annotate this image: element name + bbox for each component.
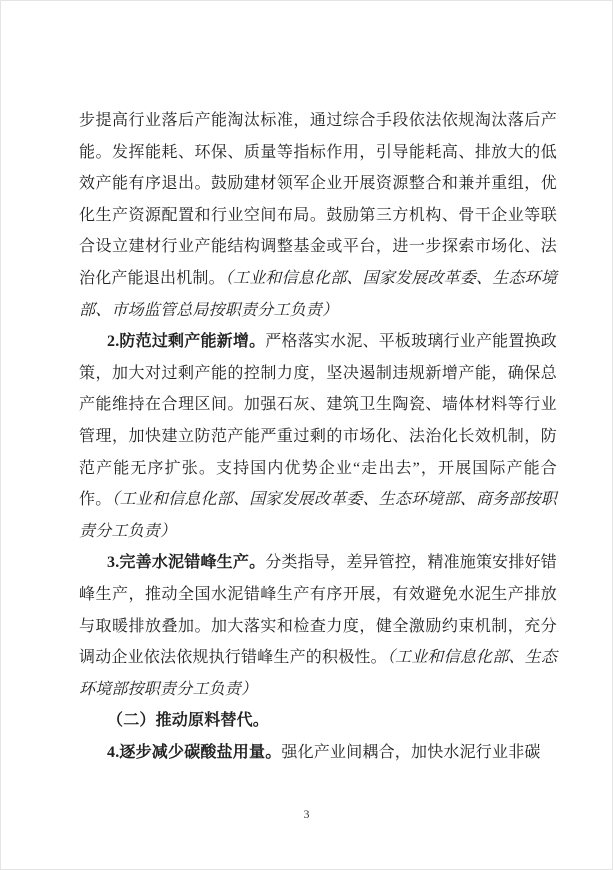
item-3-responsibility-attribution: （工业和信息化部、生态环境部按职责分工负责）: [79, 649, 558, 698]
item-2-responsibility-attribution: （工业和信息化部、国家发展改革委、生态环境部、商务部按职责分工负责）: [79, 491, 558, 540]
item-3-body-text: 分类指导，差异管控，精准施策安排好错峰生产，推动全国水泥错峰生产有序开展，有效避免水泥生产排放与取暖排放叠加。加大落实和检查力度，健全激励约束机制，充分调动企业依法依规执行错峰生产的积极性。: [79, 554, 557, 667]
paragraph-continuation: [79, 105, 557, 326]
responsibility-attribution: （工业和信息化部、国家发展改革委、生态环境部、市场监管总局按职责分工负责）: [79, 269, 558, 319]
numbered-item-2: [79, 326, 557, 547]
item-4-body-text: 强化产业间耦合，加快水泥行业非碳: [281, 743, 541, 761]
item-3-bold-lead: 3.完善水泥错峰生产。: [107, 554, 266, 572]
numbered-item-3: [79, 547, 557, 705]
numbered-item-4: [79, 737, 557, 769]
page-number: 3: [303, 807, 310, 821]
item-2-body-text: 严格落实水泥、平板玻璃行业产能置换政策，加大对过剩产能的控制力度，坚决遏制违规新增产能，确保总产能维持在合理区间。加强石灰、建筑卫生陶瓷、墙体材料等行业管理，加快建立防范产能严重过剩的市场化、法治化长效机制，防范产能无序扩张。支持国内优势企业“走出去”，开展国际产能合作。: [79, 333, 557, 509]
section-heading: [79, 705, 557, 737]
section-heading-text: （二）推动原料替代。: [107, 712, 270, 730]
document-content: [79, 105, 557, 768]
item-2-bold-lead: 2.防范过剩产能新增。: [107, 333, 266, 351]
paragraph-body-text: 步提高行业落后产能淘汰标准，通过综合手段依法依规淘汰落后产能。发挥能耗、环保、质量等指标作用，引导能耗高、排放大的低效产能有序退出。鼓励建材领军企业开展资源整合和兼并重组，优化生产资源配置和行业空间布局。鼓励第三方机构、骨干企业等联合设立建材行业产能结构调整基金或平台，进一步探索市场化、法治化产能退出机制。: [79, 112, 557, 287]
item-4-bold-lead: 4.逐步减少碳酸盐用量。: [107, 743, 282, 761]
